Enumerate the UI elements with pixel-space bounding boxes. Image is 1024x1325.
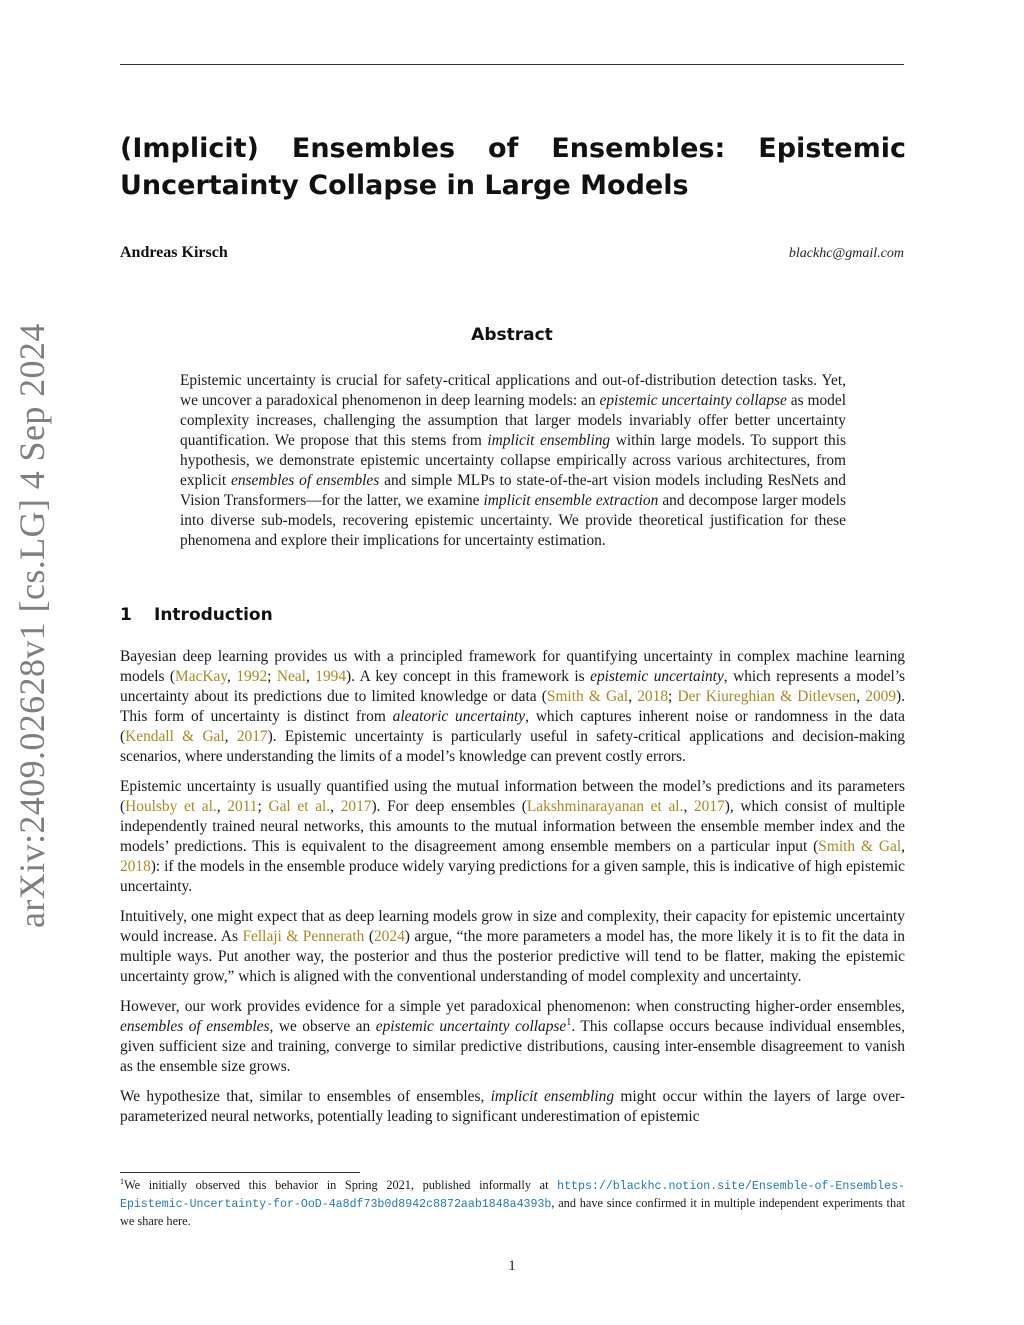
- emphasis: epistemic uncertainty: [590, 668, 724, 685]
- citation-link[interactable]: Smith & Gal: [546, 688, 629, 705]
- introduction-body: [120, 647, 905, 1127]
- emphasis: implicit ensemble extraction: [483, 492, 659, 509]
- citation-link[interactable]: 2017: [340, 798, 372, 815]
- citation-link[interactable]: Lakshminarayanan et al.: [526, 798, 684, 815]
- citation-link[interactable]: Smith & Gal: [818, 838, 902, 855]
- author-name: Andreas Kirsch: [120, 244, 228, 261]
- citation-link[interactable]: Neal: [276, 668, 306, 685]
- header-rule: [120, 64, 904, 65]
- paragraph: We hypothesize that, similar to ensembles of ensembles, implicit ensembling might occur within the layers of large over-parameterized neural networks, potentially leading to significant underestimation of epistemic: [120, 1088, 905, 1125]
- section-heading-introduction: [120, 605, 273, 625]
- citation-link[interactable]: 2011: [227, 798, 258, 815]
- footnote: $^1$We initially observed this behavior in Spring 2021, published informally at https://blackhc.notion.site/Ensemble-of-Ensembles-Epistemic-Uncertainty-for-OoD-4a8df73b0d8942c8872aab1848a4393b, and have since confirmed it in multiple independent experiments that we share here.: [120, 1176, 905, 1228]
- emphasis: ensembles of ensembles: [120, 1018, 270, 1035]
- citation-link[interactable]: 1994: [315, 668, 347, 685]
- abstract-text: Epistemic uncertainty is crucial for safety-critical applications and out-of-distribution detection tasks. Yet, we uncover a paradoxical phenomenon in deep learning models: an epistemic uncertainty collapse as model complexity increases, challenging the assumption that larger models invariably offer better uncertainty quantification. We propose that this stems from implicit ensembling within large models. To support this hypothesis, we demonstrate epistemic uncertainty collapse empirically across various architectures, from explicit ensembles of ensembles and simple MLPs to state-of-the-art vision models including ResNets and Vision Transformers—for the latter, we examine implicit ensemble extraction and decompose larger models into diverse sub-models, recovering epistemic uncertainty. We provide theoretical justification for these phenomena and explore their implications for uncertainty estimation.: [180, 372, 847, 549]
- section-title: Introduction: [154, 605, 273, 625]
- paragraph: Intuitively, one might expect that as deep learning models grow in size and complexity, their capacity for epistemic uncertainty would increase. As Fellaji & Pennerath (2024) argue, “the more parameters a model has, the more likely it is to fit the data in multiple ways. Put another way, the posterior and thus the posterior predictive will tend to be flatter, making the epistemic uncertainty grow,” which is aligned with the conventional understanding of model complexity and uncertainty.: [120, 908, 905, 985]
- citation-link[interactable]: Der Kiureghian & Ditlevsen: [677, 688, 857, 705]
- citation-link[interactable]: 2018: [120, 858, 151, 875]
- abstract-heading: Abstract: [471, 325, 553, 345]
- footnote-rule: [120, 1172, 360, 1173]
- footnote-marker[interactable]: 1: [566, 1016, 572, 1028]
- citation-link[interactable]: 1992: [236, 668, 268, 685]
- arxiv-identifier-stamp: arXiv:2409.02628v1 [cs.LG] 4 Sep 2024: [12, 323, 52, 928]
- emphasis: epistemic uncertainty collapse: [375, 1018, 567, 1035]
- citation-link[interactable]: 2017: [236, 728, 268, 745]
- footnote-mark: 1: [120, 1176, 125, 1186]
- paragraph: Bayesian deep learning provides us with a principled framework for quantifying uncertainty in complex machine learning models (MacKay, 1992; Neal, 1994). A key concept in this framework is epistemic uncertainty, which represents a model’s uncertainty about its predictions due to limited knowledge or data (Smith & Gal, 2018; Der Kiureghian & Ditlevsen, 2009). This form of uncertainty is distinct from aleatoric uncertainty, which captures inherent noise or randomness in the data (Kendall & Gal, 2017). Epistemic uncertainty is particularly useful in safety-critical applications and decision-making scenarios, where understanding the limits of a model’s knowledge can prevent costly errors.: [120, 648, 906, 765]
- paragraph: However, our work provides evidence for a simple yet paradoxical phenomenon: when constructing higher-order ensembles, ensembles of ensembles, we observe an epistemic uncertainty collapse$^1$. This collapse occurs because individual ensembles, given sufficient size and training, converge to similar predictive distributions, causing inter-ensemble disagreement to vanish as the ensemble size grows.: [120, 998, 905, 1075]
- footnote-url-link[interactable]: https://blackhc.notion.site/Ensemble-of-Ensembles-Epistemic-Uncertainty-for-OoD-4a8df73b0d8942c8872aab1848a4393b: [120, 1180, 905, 1211]
- page-number: 1: [508, 1258, 516, 1274]
- citation-link[interactable]: 2017: [693, 798, 725, 815]
- emphasis: ensembles of ensembles: [231, 472, 380, 489]
- citation-link[interactable]: 2009: [865, 688, 897, 705]
- citation-link[interactable]: Fellaji & Pennerath: [242, 928, 365, 945]
- emphasis: implicit ensembling: [487, 432, 611, 449]
- citation-link[interactable]: Houlsby et al.: [125, 798, 217, 815]
- paragraph: Epistemic uncertainty is usually quantified using the mutual information between the model’s predictions and its parameters (Houlsby et al., 2011; Gal et al., 2017). For deep ensembles (Lakshminarayanan et al., 2017), which consist of multiple independently trained neural networks, this amounts to the mutual information between the ensemble member index and the models’ predictions. This is equivalent to the disagreement among ensemble members on a particular input (Smith & Gal, 2018): if the models in the ensemble produce widely varying predictions for a given sample, this is indicative of high epistemic uncertainty.: [120, 778, 905, 895]
- citation-link[interactable]: 2018: [637, 688, 669, 705]
- paper-title: (Implicit) Ensembles of Ensembles: Epistemic Uncertainty Collapse in Large Models: [120, 133, 906, 201]
- section-number: 1: [120, 605, 132, 625]
- citation-link[interactable]: 2024: [373, 928, 405, 945]
- citation-link[interactable]: Gal et al.: [268, 798, 331, 815]
- citation-link[interactable]: MacKay: [175, 668, 228, 685]
- emphasis: aleatoric uncertainty: [392, 708, 526, 725]
- author-email[interactable]: blackhc@gmail.com: [788, 246, 904, 261]
- emphasis: implicit ensembling: [490, 1088, 615, 1105]
- citation-link[interactable]: Kendall & Gal: [125, 728, 225, 745]
- emphasis: epistemic uncertainty collapse: [599, 392, 787, 409]
